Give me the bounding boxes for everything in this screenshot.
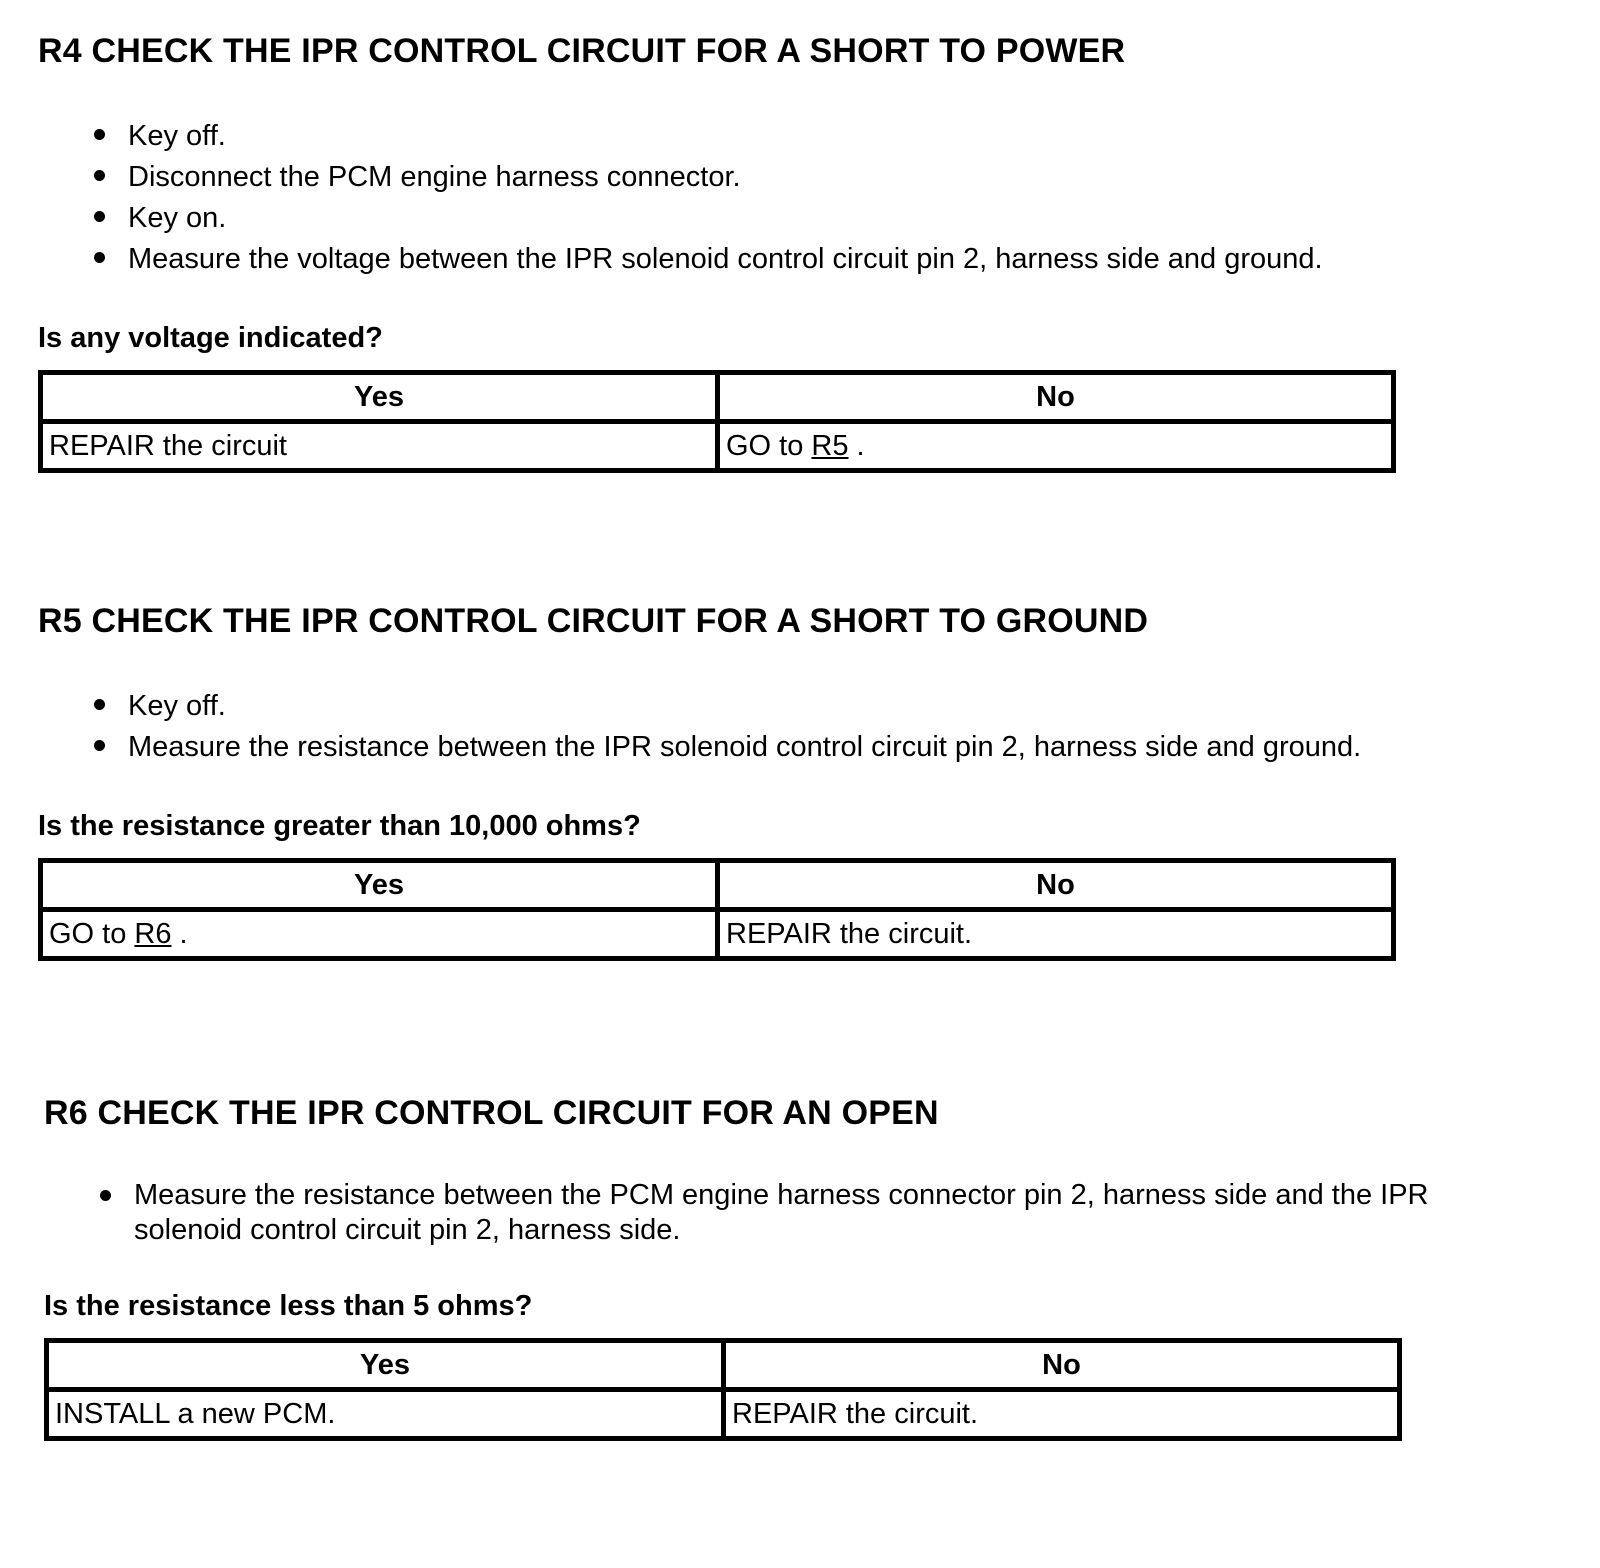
no-cell: REPAIR the circuit. [724, 1390, 1400, 1439]
table-row [47, 1390, 1400, 1439]
question: Is the resistance greater than 10,000 ohms? [38, 810, 641, 842]
list-item: Measure the resistance between the IPR solenoid control circuit pin 2, harness side and ground. [38, 727, 1488, 768]
section-r4 [38, 28, 1488, 473]
list-item: Key on. [38, 198, 1488, 239]
no-header: No [718, 373, 1394, 422]
yes-header: Yes [47, 1341, 724, 1390]
table-row [41, 910, 1394, 959]
section-title: R6 CHECK THE IPR CONTROL CIRCUIT FOR AN OPEN [44, 1094, 939, 1132]
no-cell: GO to R5 . [718, 422, 1394, 471]
answer-table [38, 858, 1396, 961]
list-item: Measure the resistance between the PCM engine harness connector pin 2, harness side and the IPR solenoid control circuit pin 2, harness side. [44, 1178, 1514, 1248]
bullet-icon [94, 170, 105, 181]
list-item: Key off. [38, 116, 1488, 157]
table-row [41, 422, 1394, 471]
no-header: No [718, 861, 1394, 910]
list-item: Measure the voltage between the IPR solenoid control circuit pin 2, harness side and ground. [38, 239, 1488, 280]
bullet-icon [94, 252, 105, 263]
yes-cell: GO to R6 . [41, 910, 718, 959]
section-title: R5 CHECK THE IPR CONTROL CIRCUIT FOR A SHORT TO GROUND [38, 602, 1149, 640]
section-r5 [38, 598, 1488, 961]
go-to-r5-link[interactable]: R5 [811, 429, 849, 462]
step-list [38, 116, 1488, 280]
list-item: Disconnect the PCM engine harness connector. [38, 157, 1488, 198]
bullet-icon [94, 699, 105, 710]
table-header-row [41, 861, 1394, 910]
yes-header: Yes [41, 373, 718, 422]
answer-table [44, 1338, 1402, 1441]
no-header: No [724, 1341, 1400, 1390]
no-cell: REPAIR the circuit. [718, 910, 1394, 959]
go-to-r6-link[interactable]: R6 [134, 917, 172, 950]
step-list [44, 1178, 1514, 1248]
yes-cell: INSTALL a new PCM. [47, 1390, 724, 1439]
bullet-icon [94, 211, 105, 222]
bullet-icon [100, 1190, 111, 1201]
bullet-icon [94, 740, 105, 751]
list-item: Key off. [38, 686, 1488, 727]
question: Is the resistance less than 5 ohms? [44, 1290, 533, 1322]
yes-cell: REPAIR the circuit [41, 422, 718, 471]
question: Is any voltage indicated? [38, 322, 383, 354]
step-list [38, 686, 1488, 768]
answer-table [38, 370, 1396, 473]
bullet-icon [94, 129, 105, 140]
table-header-row [47, 1341, 1400, 1390]
section-title: R4 CHECK THE IPR CONTROL CIRCUIT FOR A SHORT TO POWER [38, 32, 1126, 70]
table-header-row [41, 373, 1394, 422]
section-r6 [44, 1090, 1514, 1441]
yes-header: Yes [41, 861, 718, 910]
